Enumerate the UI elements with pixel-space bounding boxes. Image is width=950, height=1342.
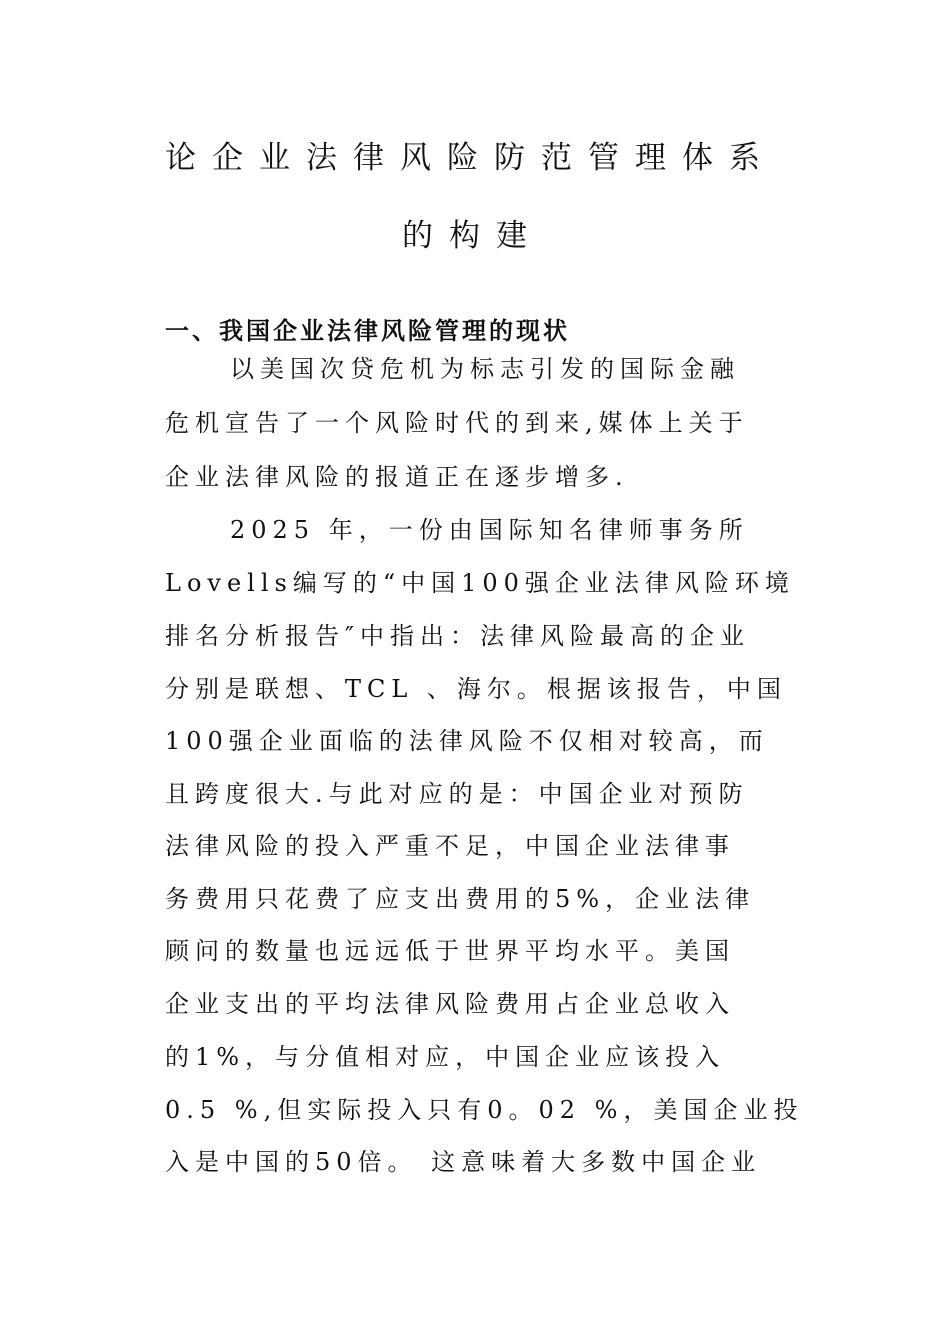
document-title-line-1: 论企业法律风险防范管理体系 (165, 140, 776, 176)
paragraph-2-line: 入是中国的50倍。 这意味着大多数中国企业 (165, 1148, 762, 1176)
paragraph-1-line: 企业法律风险的报道正在逐步增多. (165, 463, 629, 491)
paragraph-1-line: 危机宣告了一个风险时代的到来,媒体上关于 (165, 409, 749, 437)
document-title-line-2: 的构建 (402, 218, 543, 254)
paragraph-2-line: Lovells编写的“中国100强企业法律风险环境 (165, 569, 795, 597)
paragraph-2-line: 的1%，与分值相对应，中国企业应该投入 (165, 1043, 726, 1071)
section-heading: 一、我国企业法律风险管理的现状 (165, 317, 570, 345)
paragraph-2-line: 顾问的数量也远远低于世界平均水平。美国 (165, 937, 735, 965)
paragraph-2-line: 100强企业面临的法律风险不仅相对较高，而 (165, 727, 769, 755)
paragraph-2-line: 企业支出的平均法律风险费用占企业总收入 (165, 990, 735, 1018)
paragraph-2-line: 排名分析报告″中指出：法律风险最高的企业 (165, 622, 750, 650)
paragraph-2-line: 且跨度很大.与此对应的是：中国企业对预防 (165, 780, 749, 808)
paragraph-1-line: 以美国次贷危机为标志引发的国际金融 (230, 355, 740, 383)
paragraph-2-line: 2025 年，一份由国际知名律师事务所 (230, 516, 749, 544)
paragraph-2-line: 务费用只花费了应支出费用的5%，企业法律 (165, 885, 756, 913)
paragraph-2-line: 法律风险的投入严重不足，中国企业法律事 (165, 832, 735, 860)
paragraph-2-line: 分别是联想、TCL 、海尔。根据该报告，中国 (165, 675, 787, 703)
paragraph-2-line: 0.5 %,但实际投入只有0。02 %，美国企业投 (165, 1096, 804, 1124)
